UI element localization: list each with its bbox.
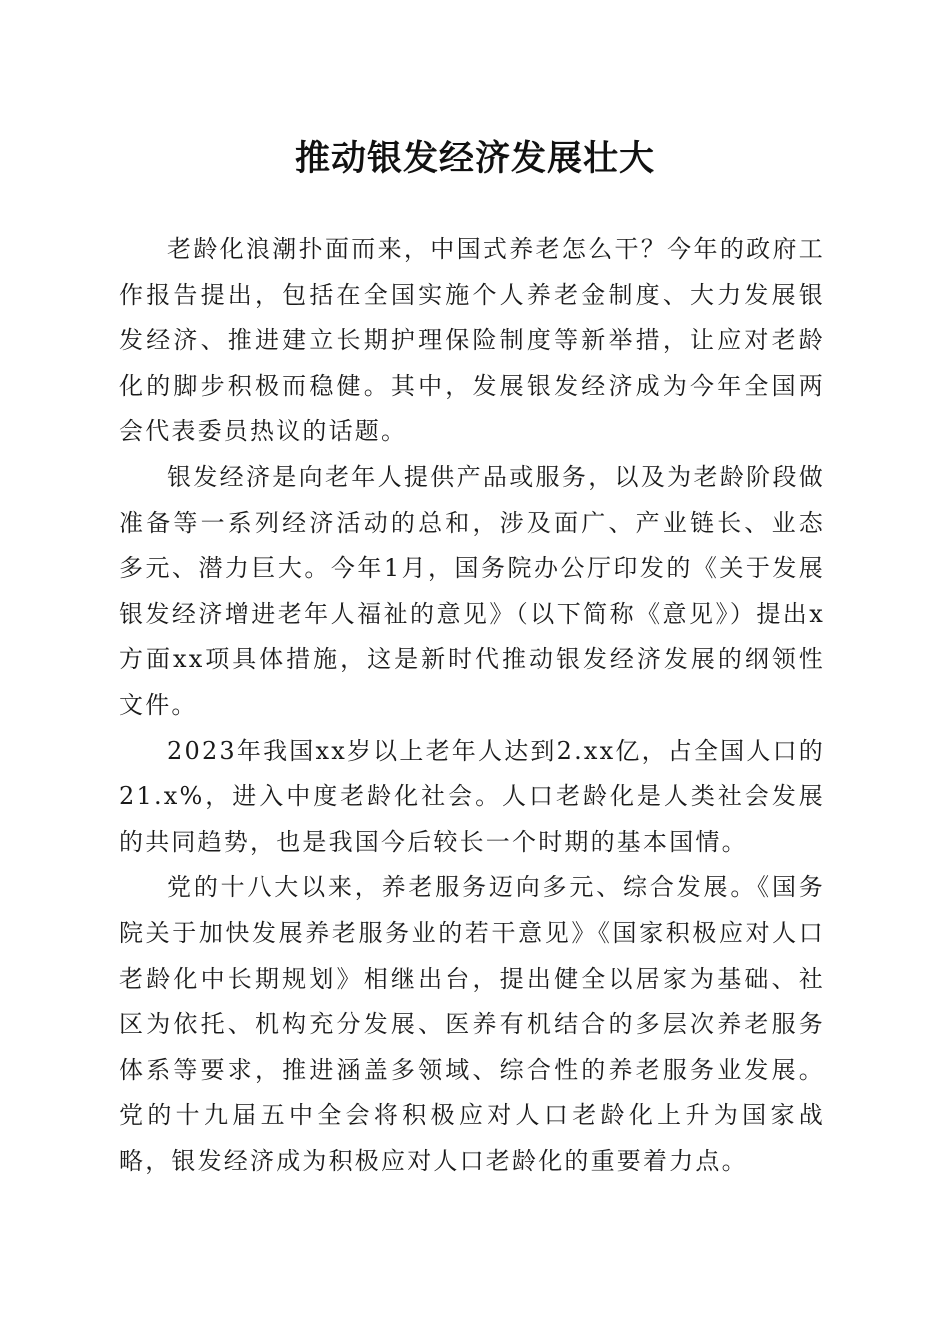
paragraph-3: 2023年我国xx岁以上老年人达到2.xx亿，占全国人口的21.x%，进入中度老龄化社会。人口老龄化是人类社会发展的共同趋势，也是我国今后较长一个时期的基本国情。: [119, 736, 825, 856]
document-title: 推动银发经济发展壮大: [294, 138, 655, 179]
paragraph-1: 老龄化浪潮扑面而来，中国式养老怎么干？今年的政府工作报告提出，包括在全国实施个人养老金制度、大力发展银发经济、推进建立长期护理保险制度等新举措，让应对老龄化的脚步积极而稳健。其中，发展银发经济成为今年全国两会代表委员热议的话题。: [119, 235, 825, 446]
document-body: [119, 227, 825, 1184]
paragraph-2: 银发经济是向老年人提供产品或服务，以及为老龄阶段做准备等一系列经济活动的总和，涉及面广、产业链长、业态多元、潜力巨大。今年1月，国务院办公厅印发的《关于发展银发经济增进老年人福祉的意见》（以下简称《意见》）提出x方面xx项具体措施，这是新时代推动银发经济发展的纲领性文件。: [119, 462, 825, 719]
paragraph-4: 党的十八大以来，养老服务迈向多元、综合发展。《国务院关于加快发展养老服务业的若干意见》《国家积极应对人口老龄化中长期规划》相继出台，提出健全以居家为基础、社区为依托、机构充分发展、医养有机结合的多层次养老服务体系等要求，推进涵盖多领域、综合性的养老服务业发展。党的十九届五中全会将积极应对人口老龄化上升为国家战略，银发经济成为积极应对人口老龄化的重要着力点。: [119, 873, 825, 1175]
